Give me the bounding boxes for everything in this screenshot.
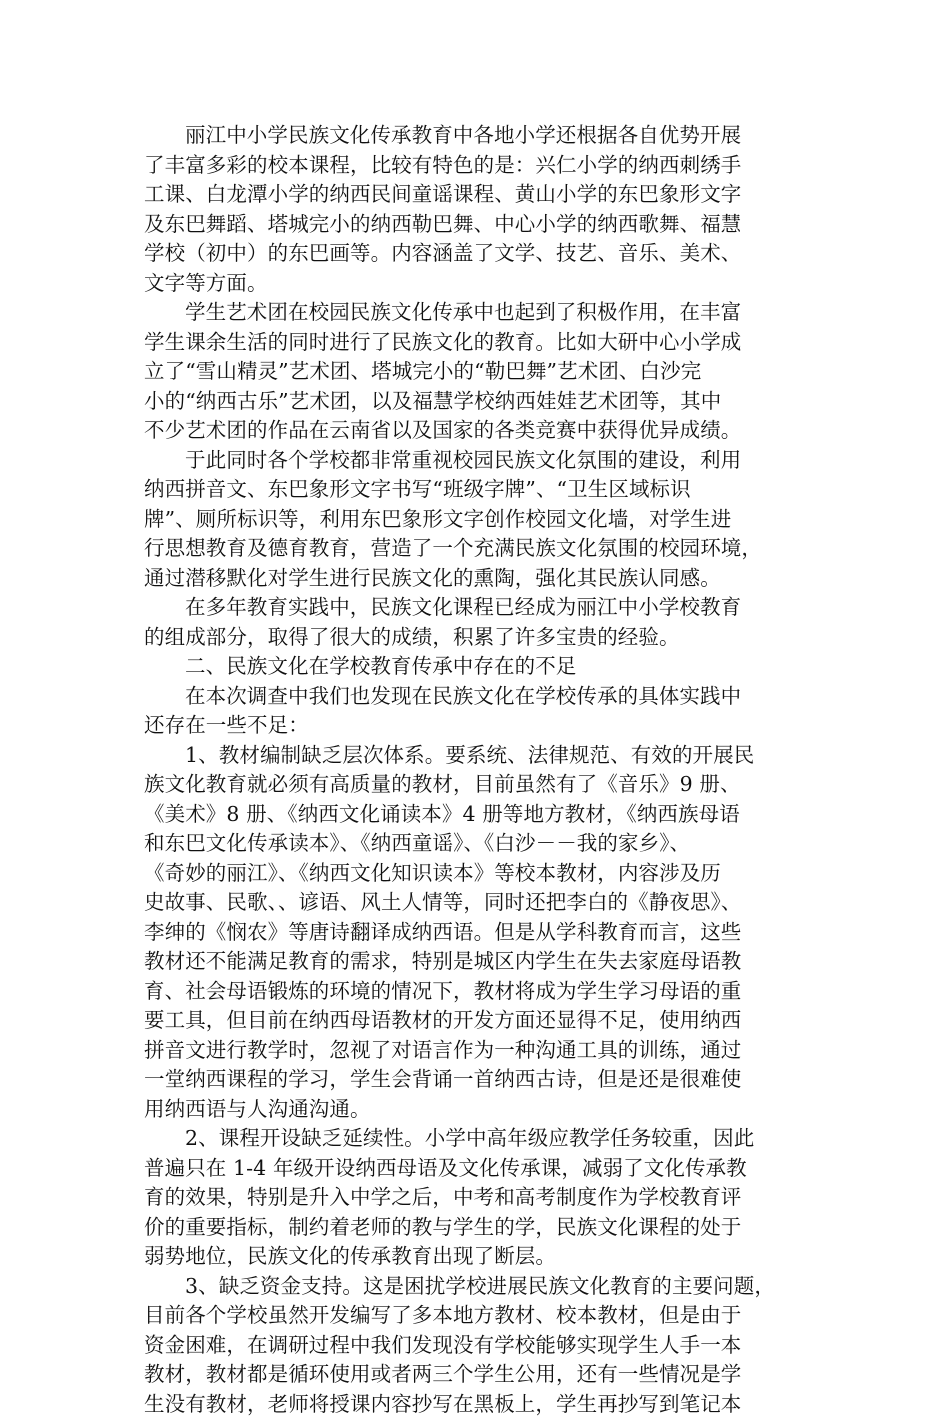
text-line: 弱势地位，民族文化的传承教育出现了断层。 (144, 1242, 812, 1272)
text-line: 要工具，但目前在纳西母语教材的开发方面还显得不足，使用纳西 (144, 1006, 812, 1036)
text-line: 史故事、民歌、、谚语、风土人情等，同时还把李白的《静夜思》、 (144, 888, 812, 918)
text-line: 资金困难，在调研过程中我们发现没有学校能够实现学生人手一本 (144, 1331, 812, 1361)
text-line: 还存在一些不足： (144, 711, 812, 741)
text-line: 纳西拼音文、东巴象形文字书写“班级字牌”、“卫生区域标识 (144, 475, 812, 505)
text-line: 工课、白龙潭小学的纳西民间童谣课程、黄山小学的东巴象形文字 (144, 180, 812, 210)
text-line: 《奇妙的丽江》、《纳西文化知识读本》等校本教材，内容涉及历 (144, 859, 812, 889)
text-line: 拼音文进行教学时，忽视了对语言作为一种沟通工具的训练，通过 (144, 1036, 812, 1066)
text-line: 《美术》8 册、《纳西文化诵读本》4 册等地方教材，《纳西族母语 (144, 800, 812, 830)
text-line: 通过潜移默化对学生进行民族文化的熏陶，强化其民族认同感。 (144, 564, 812, 594)
text-line: 一堂纳西课程的学习，学生会背诵一首纳西古诗，但是还是很难使 (144, 1065, 812, 1095)
text-line: 生没有教材，老师将授课内容抄写在黑板上，学生再抄写到笔记本 (144, 1390, 812, 1419)
text-line: 教材还不能满足教育的需求，特别是城区内学生在失去家庭母语教 (144, 947, 812, 977)
text-line: 立了“雪山精灵”艺术团、塔城完小的“勒巴舞”艺术团、白沙完 (144, 357, 812, 387)
text-line: 在本次调查中我们也发现在民族文化在学校传承的具体实践中 (144, 682, 812, 712)
text-line: 学生艺术团在校园民族文化传承中也起到了积极作用，在丰富 (144, 298, 812, 328)
text-line: 牌”、厕所标识等，利用东巴象形文字创作校园文化墙，对学生进 (144, 505, 812, 535)
text-line: 于此同时各个学校都非常重视校园民族文化氛围的建设，利用 (144, 446, 812, 476)
text-line: 文字等方面。 (144, 269, 812, 299)
text-line: 普遍只在 1-4 年级开设纳西母语及文化传承课，减弱了文化传承教 (144, 1154, 812, 1184)
text-line: 在多年教育实践中，民族文化课程已经成为丽江中小学校教育 (144, 593, 812, 623)
text-line: 学校（初中）的东巴画等。内容涵盖了文学、技艺、音乐、美术、 (144, 239, 812, 269)
text-line: 族文化教育就必须有高质量的教材，目前虽然有了《音乐》9 册、 (144, 770, 812, 800)
text-line: 教材，教材都是循环使用或者两三个学生公用，还有一些情况是学 (144, 1360, 812, 1390)
text-line: 学生课余生活的同时进行了民族文化的教育。比如大研中心小学成 (144, 328, 812, 358)
text-line: 了丰富多彩的校本课程，比较有特色的是：兴仁小学的纳西刺绣手 (144, 151, 812, 181)
text-line: 行思想教育及德育教育，营造了一个充满民族文化氛围的校园环境， (144, 534, 812, 564)
text-line: 用纳西语与人沟通沟通。 (144, 1095, 812, 1125)
text-line: 李绅的《悯农》等唐诗翻译成纳西语。但是从学科教育而言，这些 (144, 918, 812, 948)
text-line: 不少艺术团的作品在云南省以及国家的各类竞赛中获得优异成绩。 (144, 416, 812, 446)
text-line: 丽江中小学民族文化传承教育中各地小学还根据各自优势开展 (144, 121, 812, 151)
text-line: 二、民族文化在学校教育传承中存在的不足 (144, 652, 812, 682)
text-line: 3、缺乏资金支持。这是困扰学校进展民族文化教育的主要问题， (144, 1272, 812, 1302)
text-line: 的组成部分，取得了很大的成绩，积累了许多宝贵的经验。 (144, 623, 812, 653)
text-line: 育的效果，特别是升入中学之后，中考和高考制度作为学校教育评 (144, 1183, 812, 1213)
text-line: 育、社会母语锻炼的环境的情况下，教材将成为学生学习母语的重 (144, 977, 812, 1007)
text-line: 小的“纳西古乐”艺术团，以及福慧学校纳西娃娃艺术团等，其中 (144, 387, 812, 417)
text-line: 及东巴舞蹈、塔城完小的纳西勒巴舞、中心小学的纳西歌舞、福慧 (144, 210, 812, 240)
text-line: 2、课程开设缺乏延续性。小学中高年级应教学任务较重，因此 (144, 1124, 812, 1154)
text-line: 1、教材编制缺乏层次体系。要系统、法律规范、有效的开展民 (144, 741, 812, 771)
text-line: 价的重要指标，制约着老师的教与学生的学，民族文化课程的处于 (144, 1213, 812, 1243)
text-line: 和东巴文化传承读本》、《纳西童谣》、《白沙－－我的家乡》、 (144, 829, 812, 859)
body-text (144, 121, 812, 1419)
text-line: 目前各个学校虽然开发编写了多本地方教材、校本教材，但是由于 (144, 1301, 812, 1331)
